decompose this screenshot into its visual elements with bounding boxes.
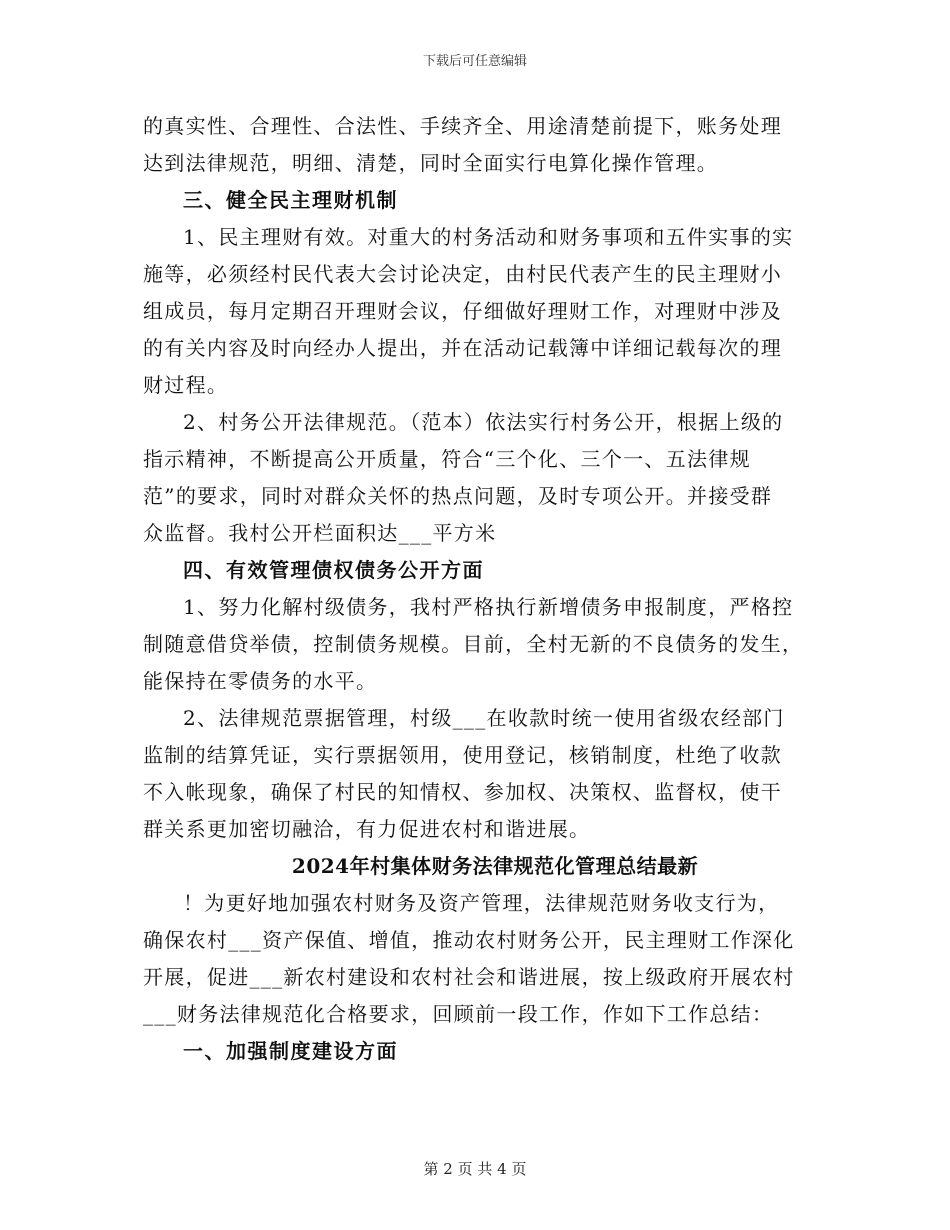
- page-number-indicator: 第 2 页 共 4 页: [423, 1160, 527, 1178]
- body-line: 组成员，每月定期召开理财会议，仔细做好理财工作，对理财中涉及: [143, 299, 782, 323]
- body-line: 众监督。我村公开栏面积达___平方米: [143, 521, 497, 545]
- paragraph-start: 1、民主理财有效。对重大的村务活动和财务事项和五件实事的实: [183, 225, 794, 249]
- body-line: 施等，必须经村民代表大会讨论决定，由村民代表产生的民主理财小: [143, 262, 782, 286]
- document-title: 2024年村集体财务法律规范化管理总结最新: [291, 854, 699, 878]
- paragraph-start: 1、努力化解村级债务，我村严格执行新增债务申报制度，严格控: [183, 595, 794, 619]
- paragraph-start: 2、法律规范票据管理，村级___在收款时统一使用省级农经部门: [183, 706, 785, 730]
- body-line: 确保农村___资产保值、增值，推动农村财务公开，民主理财工作深化: [143, 928, 795, 952]
- body-line: 制随意借贷举债，控制债务规模。目前，全村无新的不良债务的发生，: [143, 632, 804, 656]
- section-heading-4: 四、有效管理债权债务公开方面: [183, 558, 484, 582]
- body-line: 的真实性、合理性、合法性、手续齐全、用途清楚前提下，账务处理: [143, 114, 782, 138]
- paragraph-start: 2、村务公开法律规范。（范本）依法实行村务公开，根据上级的: [183, 410, 784, 434]
- body-line: 范”的要求，同时对群众关怀的热点问题，及时专项公开。并接受群: [143, 484, 773, 508]
- document-body: [143, 108, 807, 1070]
- body-line: 开展，促进___新农村建设和农村社会和谐进展，按上级政府开展农村: [143, 965, 795, 989]
- page-header-note: 下载后可任意编辑: [422, 54, 527, 69]
- body-line: 监制的结算凭证，实行票据领用，使用登记，核销制度，杜绝了收款: [143, 743, 782, 767]
- body-line: ___财务法律规范化合格要求，回顾前一段工作，作如下工作总结：: [143, 1002, 774, 1026]
- body-line: 指示精神，不断提高公开质量，符合“三个化、三个一、五法律规: [143, 447, 751, 471]
- paragraph-start: ！为更好地加强农村财务及资产管理，法律规范财务收支行为，: [183, 891, 780, 915]
- body-line: 群关系更加密切融洽，有力促进农村和谐进展。: [143, 817, 591, 841]
- body-line: 达到法律规范，明细、清楚，同时全面实行电算化操作管理。: [143, 151, 719, 175]
- section-heading-1: 一、加强制度建设方面: [183, 1039, 398, 1063]
- body-line: 能保持在零债务的水平。: [143, 669, 378, 693]
- body-line: 的有关内容及时向经办人提出，并在活动记载簿中详细记载每次的理: [143, 336, 782, 360]
- section-heading-3: 三、健全民主理财机制: [183, 188, 398, 212]
- body-line: 财过程。: [143, 373, 229, 397]
- body-line: 不入帐现象，确保了村民的知情权、参加权、决策权、监督权，使干: [143, 780, 782, 804]
